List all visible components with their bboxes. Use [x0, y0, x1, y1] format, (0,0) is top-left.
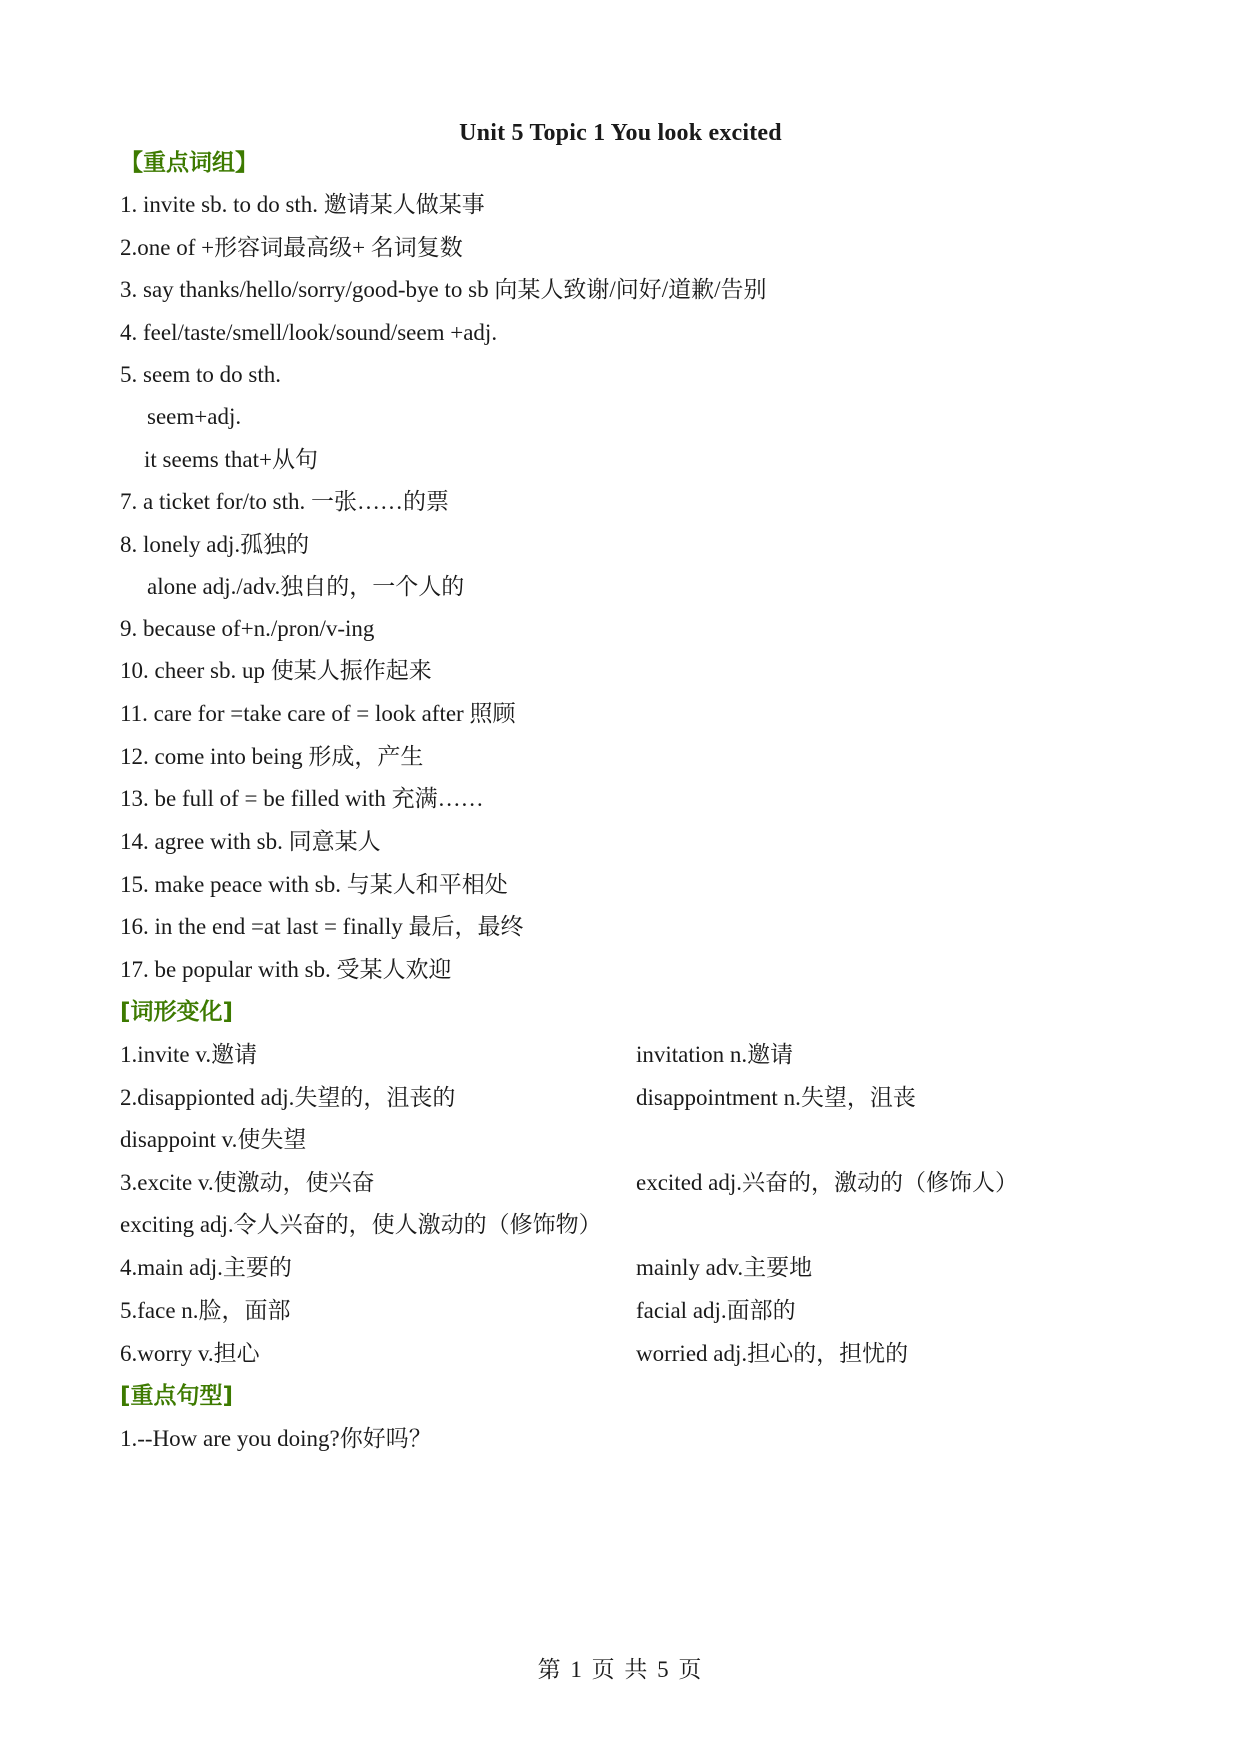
wordform-right: invitation n.邀请	[636, 1042, 794, 1067]
phrase-item: 14. agree with sb. 同意某人	[120, 829, 381, 854]
wordform-left: exciting adj.令人兴奋的，使人激动的（修饰物）	[120, 1212, 602, 1237]
page-number-footer: 第 1 页 共 5 页	[537, 1657, 704, 1682]
phrase-item: 13. be full of = be filled with 充满……	[120, 786, 484, 811]
wordform-left: disappoint v.使失望	[120, 1127, 307, 1152]
wordform-left: 4.main adj.主要的	[120, 1255, 292, 1280]
sentence-item: 1.--How are you doing?你好吗？	[120, 1426, 432, 1451]
phrase-item: 8. lonely adj.孤独的	[120, 532, 310, 557]
wordform-left: 6.worry v.担心	[120, 1341, 260, 1366]
document-title: Unit 5 Topic 1 You look excited	[459, 120, 782, 146]
wordform-left: 2.disappionted adj.失望的，沮丧的	[120, 1085, 456, 1110]
wordform-left: 1.invite v.邀请	[120, 1042, 258, 1067]
phrase-item: 10. cheer sb. up 使某人振作起来	[120, 658, 432, 683]
wordform-right: mainly adv.主要地	[636, 1255, 813, 1280]
phrase-item: 9. because of+n./pron/v-ing	[120, 616, 375, 641]
phrase-item: 1. invite sb. to do sth. 邀请某人做某事	[120, 192, 485, 217]
section-heading-key-sentences: [重点句型]	[120, 1383, 234, 1409]
section-heading-key-phrases: 【重点词组】	[120, 150, 258, 176]
phrase-item: 15. make peace with sb. 与某人和平相处	[120, 872, 508, 897]
wordform-left: 3.excite v.使激动，使兴奋	[120, 1170, 375, 1195]
wordform-right: excited adj.兴奋的，激动的（修饰人）	[636, 1170, 1019, 1195]
phrase-item: 5. seem to do sth.	[120, 362, 281, 387]
phrase-item: 4. feel/taste/smell/look/sound/seem +adj.	[120, 320, 498, 345]
phrase-item: 17. be popular with sb. 受某人欢迎	[120, 957, 452, 982]
phrase-item: 12. come into being 形成，产生	[120, 744, 424, 769]
wordform-left: 5.face n.脸，面部	[120, 1298, 291, 1323]
phrase-item: 11. care for =take care of = look after 照顾	[120, 701, 516, 726]
phrase-item: 3. say thanks/hello/sorry/good-bye to sb 向某人致谢/问好/道歉/告别	[120, 277, 767, 302]
phrase-item: 16. in the end =at last = finally 最后，最终	[120, 914, 524, 939]
section-heading-word-forms: [词形变化]	[120, 999, 234, 1025]
phrase-subitem: alone adj./adv.独自的，一个人的	[147, 574, 465, 599]
phrase-subitem: seem+adj.	[147, 404, 242, 429]
wordform-right: worried adj.担心的，担忧的	[636, 1341, 909, 1366]
phrase-subitem: it seems that+从句	[144, 447, 318, 472]
phrase-item: 2.one of +形容词最高级+ 名词复数	[120, 235, 463, 260]
wordform-right: facial adj.面部的	[636, 1298, 796, 1323]
wordform-right: disappointment n.失望，沮丧	[636, 1085, 916, 1110]
phrase-item: 7. a ticket for/to sth. 一张……的票	[120, 489, 449, 514]
